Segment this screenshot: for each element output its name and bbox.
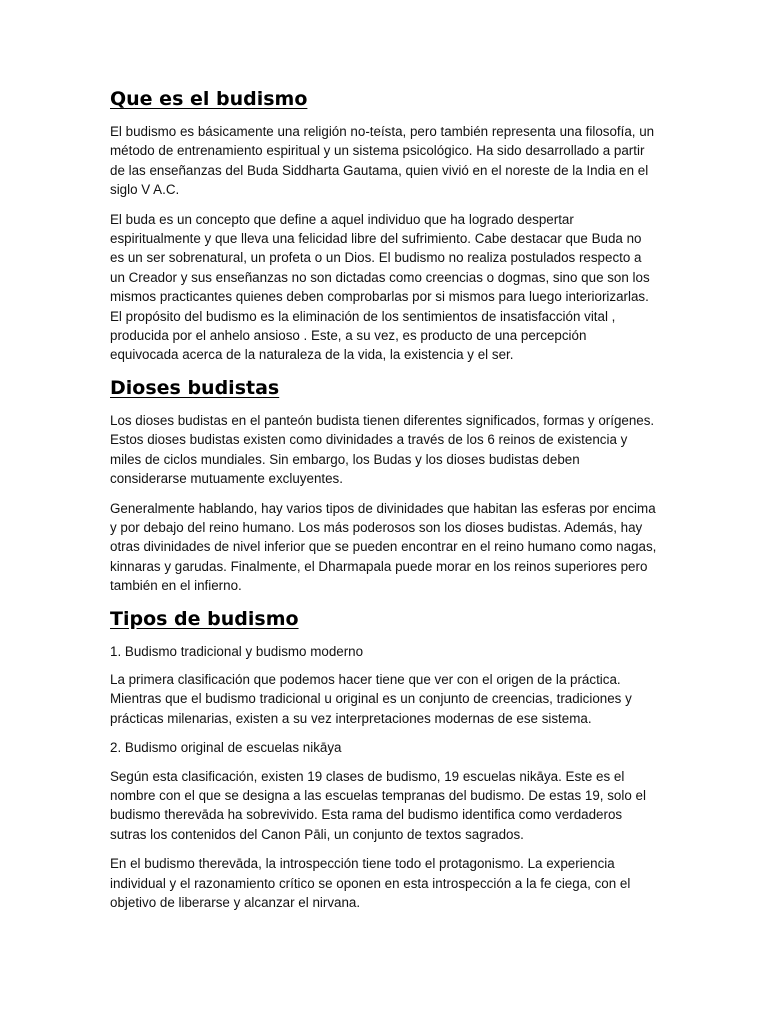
section-heading: Dioses budistas <box>110 376 280 399</box>
document-page <box>110 86 658 922</box>
section-dioses-budistas <box>110 375 658 596</box>
section-tipos-de-budismo <box>110 606 658 913</box>
section-que-es-el-budismo <box>110 86 658 365</box>
paragraph: Según esta clasificación, existen 19 clases de budismo, 19 escuelas nikāya. Este es el nombre con el que se designa a las escuelas tempranas del budismo. De estas 19, solo el budismo therevāda ha sobrevivido. Esta rama del budismo identifica como verdaderos sutras los contenidos del Canon Pāli, un conjunto de textos sagrados. <box>110 768 646 842</box>
paragraph: Generalmente hablando, hay varios tipos de divinidades que habitan las esferas por encima y por debajo del reino humano. Los más poderosos son los dioses budistas. Además, hay otras divinidades de nivel inferior que se pueden encontrar en el reino humano como nagas, kinnaras y garudas. Finalmente, el Dharmapala puede morar en los reinos superiores pero también en el infierno. <box>110 500 657 594</box>
list-item: 1. Budismo tradicional y budismo moderno <box>110 643 364 659</box>
list-item: 2. Budismo original de escuelas nikāya <box>110 740 342 756</box>
paragraph: En el budismo therevāda, la introspección tiene todo el protagonismo. La experiencia individual y el razonamiento crítico se oponen en esta introspección a la fe ciega, con el objetivo de liberarse y alcanzar el nirvana. <box>110 856 631 910</box>
section-heading: Tipos de budismo <box>110 607 299 630</box>
paragraph: Los dioses budistas en el panteón budista tienen diferentes significados, formas y orígenes. Estos dioses budistas existen como divinidades a través de los 6 reinos de existencia y miles de ciclos mundiales. Sin embargo, los Budas y los dioses budistas deben considerarse mutuamente excluyentes. <box>110 412 655 487</box>
paragraph: La primera clasificación que podemos hacer tiene que ver con el origen de la práctica. Mientras que el budismo tradicional u original es un conjunto de creencias, tradiciones y prácticas milenarias, existen a su vez interpretaciones modernas de ese sistema. <box>110 671 632 726</box>
paragraph: El buda es un concepto que define a aquel individuo que ha logrado despertar espiritualmente y que lleva una felicidad libre del sufrimiento. Cabe destacar que Buda no es un ser sobrenatural, un profeta o un Dios. El budismo no realiza postulados respecto a un Creador y sus enseñanzas no son dictadas como creencias o dogmas, sino que son los mismos practicantes quienes deben comprobarlas por si mismos para luego interiorizarlas. El propósito del budismo es la eliminación de los sentimientos de insatisfacción vital , producida por el anhelo ansioso . Este, a su vez, es producto de una percepción equivocada acerca de la naturaleza de la vida, la existencia y el ser. <box>110 211 650 363</box>
paragraph: El budismo es básicamente una religión no-teísta, pero también representa una filosofía, un método de entrenamiento espiritual y un sistema psicológico. Ha sido desarrollado a partir de las enseñanzas del Buda Siddharta Gautama, quien vivió en el noreste de la India en el siglo V A.C. <box>110 124 655 198</box>
section-heading: Que es el budismo <box>110 88 308 110</box>
